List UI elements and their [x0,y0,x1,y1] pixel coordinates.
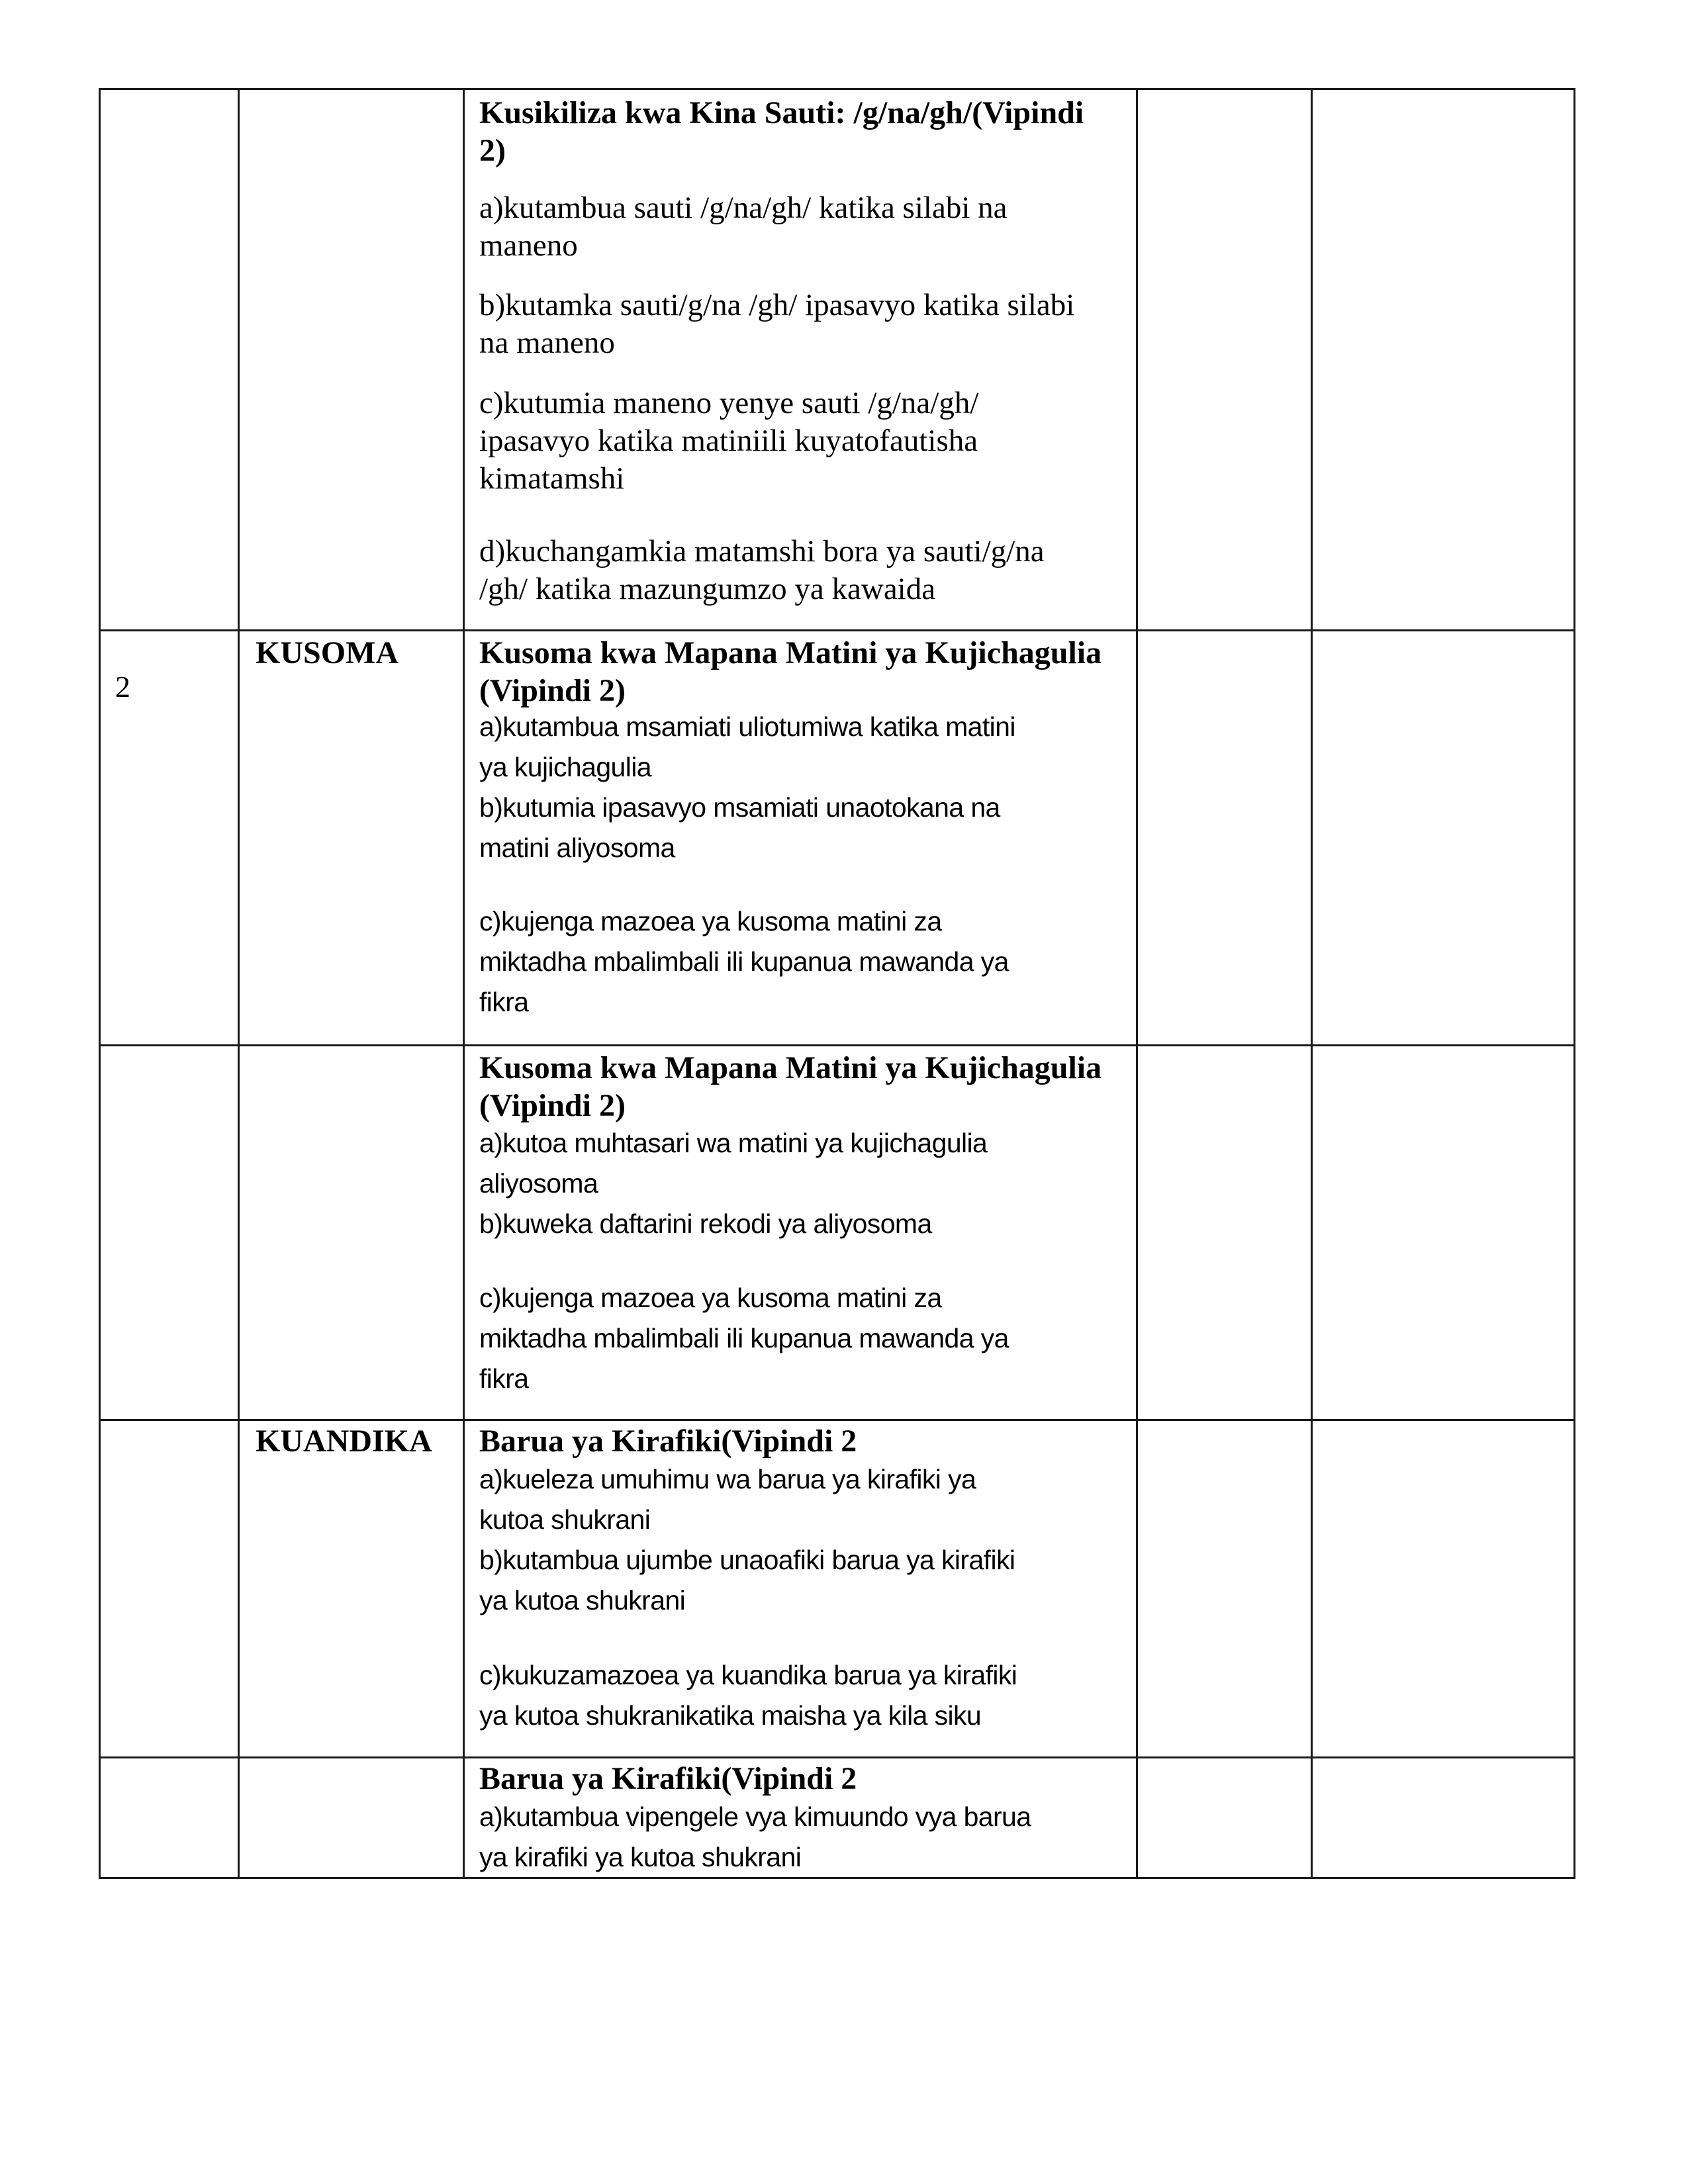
content-cell [464,1420,1137,1758]
objective-item: d)kuchangamkia matamshi bora ya sauti/g/na /gh/ katika mazungumzo ya kawaida [479,534,1045,606]
empty-cell [1312,1758,1575,1878]
strand-cell [239,631,464,1046]
strand-cell [239,1758,464,1878]
lesson-heading: Kusikiliza kwa Kina Sauti: /g/na/gh/(Vipindi 2) [479,95,1084,168]
empty-cell [1137,1420,1312,1758]
week-cell [100,89,239,631]
empty-cell [1312,89,1575,631]
empty-cell [1137,1046,1312,1420]
empty-cell [1137,89,1312,631]
strand-cell [239,1046,464,1420]
content-cell [464,631,1137,1046]
table-row [100,1046,1575,1420]
objective-item: b)kutumia ipasavyo msamiati unaotokana na matini aliyosoma [479,792,1000,863]
objective-item: c)kujenga mazoea ya kusoma matini za miktadha mbalimbali ili kupanua mawanda ya fikra [479,906,1009,1017]
week-cell [100,631,239,1046]
objective-item: c)kujenga mazoea ya kusoma matini za miktadha mbalimbali ili kupanua mawanda ya fikra [479,1283,1009,1394]
table-row [100,1420,1575,1758]
scheme-of-work-table [99,88,1575,1879]
strand-label: KUANDIKA [256,1424,432,1459]
empty-cell [1137,631,1312,1046]
content-cell [464,1046,1137,1420]
week-number: 2 [115,670,130,704]
table-row [100,89,1575,631]
objective-item: b)kutamka sauti/g/na /gh/ ipasavyo katika silabi na maneno [479,288,1075,360]
lesson-heading: Kusoma kwa Mapana Matini ya Kujichagulia (Vipindi 2) [479,635,1102,708]
objective-item: b)kutambua ujumbe unaoafiki barua ya kirafiki ya kutoa shukrani [479,1545,1015,1615]
objective-item: c)kukuzamazoea ya kuandika barua ya kirafiki ya kutoa shukranikatika maisha ya kila siku [479,1660,1017,1731]
content-cell [464,89,1137,631]
week-cell [100,1758,239,1878]
objective-item: a)kueleza umuhimu wa barua ya kirafiki ya kutoa shukrani [479,1464,976,1535]
table-row [100,631,1575,1046]
lesson-heading: Barua ya Kirafiki(Vipindi 2 [479,1761,857,1796]
objective-item: b)kuweka daftarini rekodi ya aliyosoma [479,1208,932,1239]
strand-label: KUSOMA [256,635,399,670]
objective-item: a)kutoa muhtasari wa matini ya kujichagulia aliyosoma [479,1128,988,1199]
empty-cell [1312,1046,1575,1420]
week-cell [100,1420,239,1758]
lesson-heading: Kusoma kwa Mapana Matini ya Kujichagulia (Vipindi 2) [479,1050,1102,1123]
objective-item: a)kutambua sauti /g/na/gh/ katika silabi na maneno [479,191,1008,263]
lesson-heading: Barua ya Kirafiki(Vipindi 2 [479,1424,857,1459]
strand-cell [239,89,464,631]
content-cell [464,1758,1137,1878]
objective-item: a)kutambua vipengele vya kimuundo vya barua ya kirafiki ya kutoa shukrani [479,1801,1031,1872]
objective-item: a)kutambua msamiati uliotumiwa katika matini ya kujichagulia [479,711,1015,782]
empty-cell [1312,1420,1575,1758]
strand-cell [239,1420,464,1758]
empty-cell [1137,1758,1312,1878]
empty-cell [1312,631,1575,1046]
week-cell [100,1046,239,1420]
objective-item: c)kutumia maneno yenye sauti /g/na/gh/ ipasavyo katika matiniili kuyatofautisha kimatamshi [479,386,979,496]
table-row [100,1758,1575,1878]
